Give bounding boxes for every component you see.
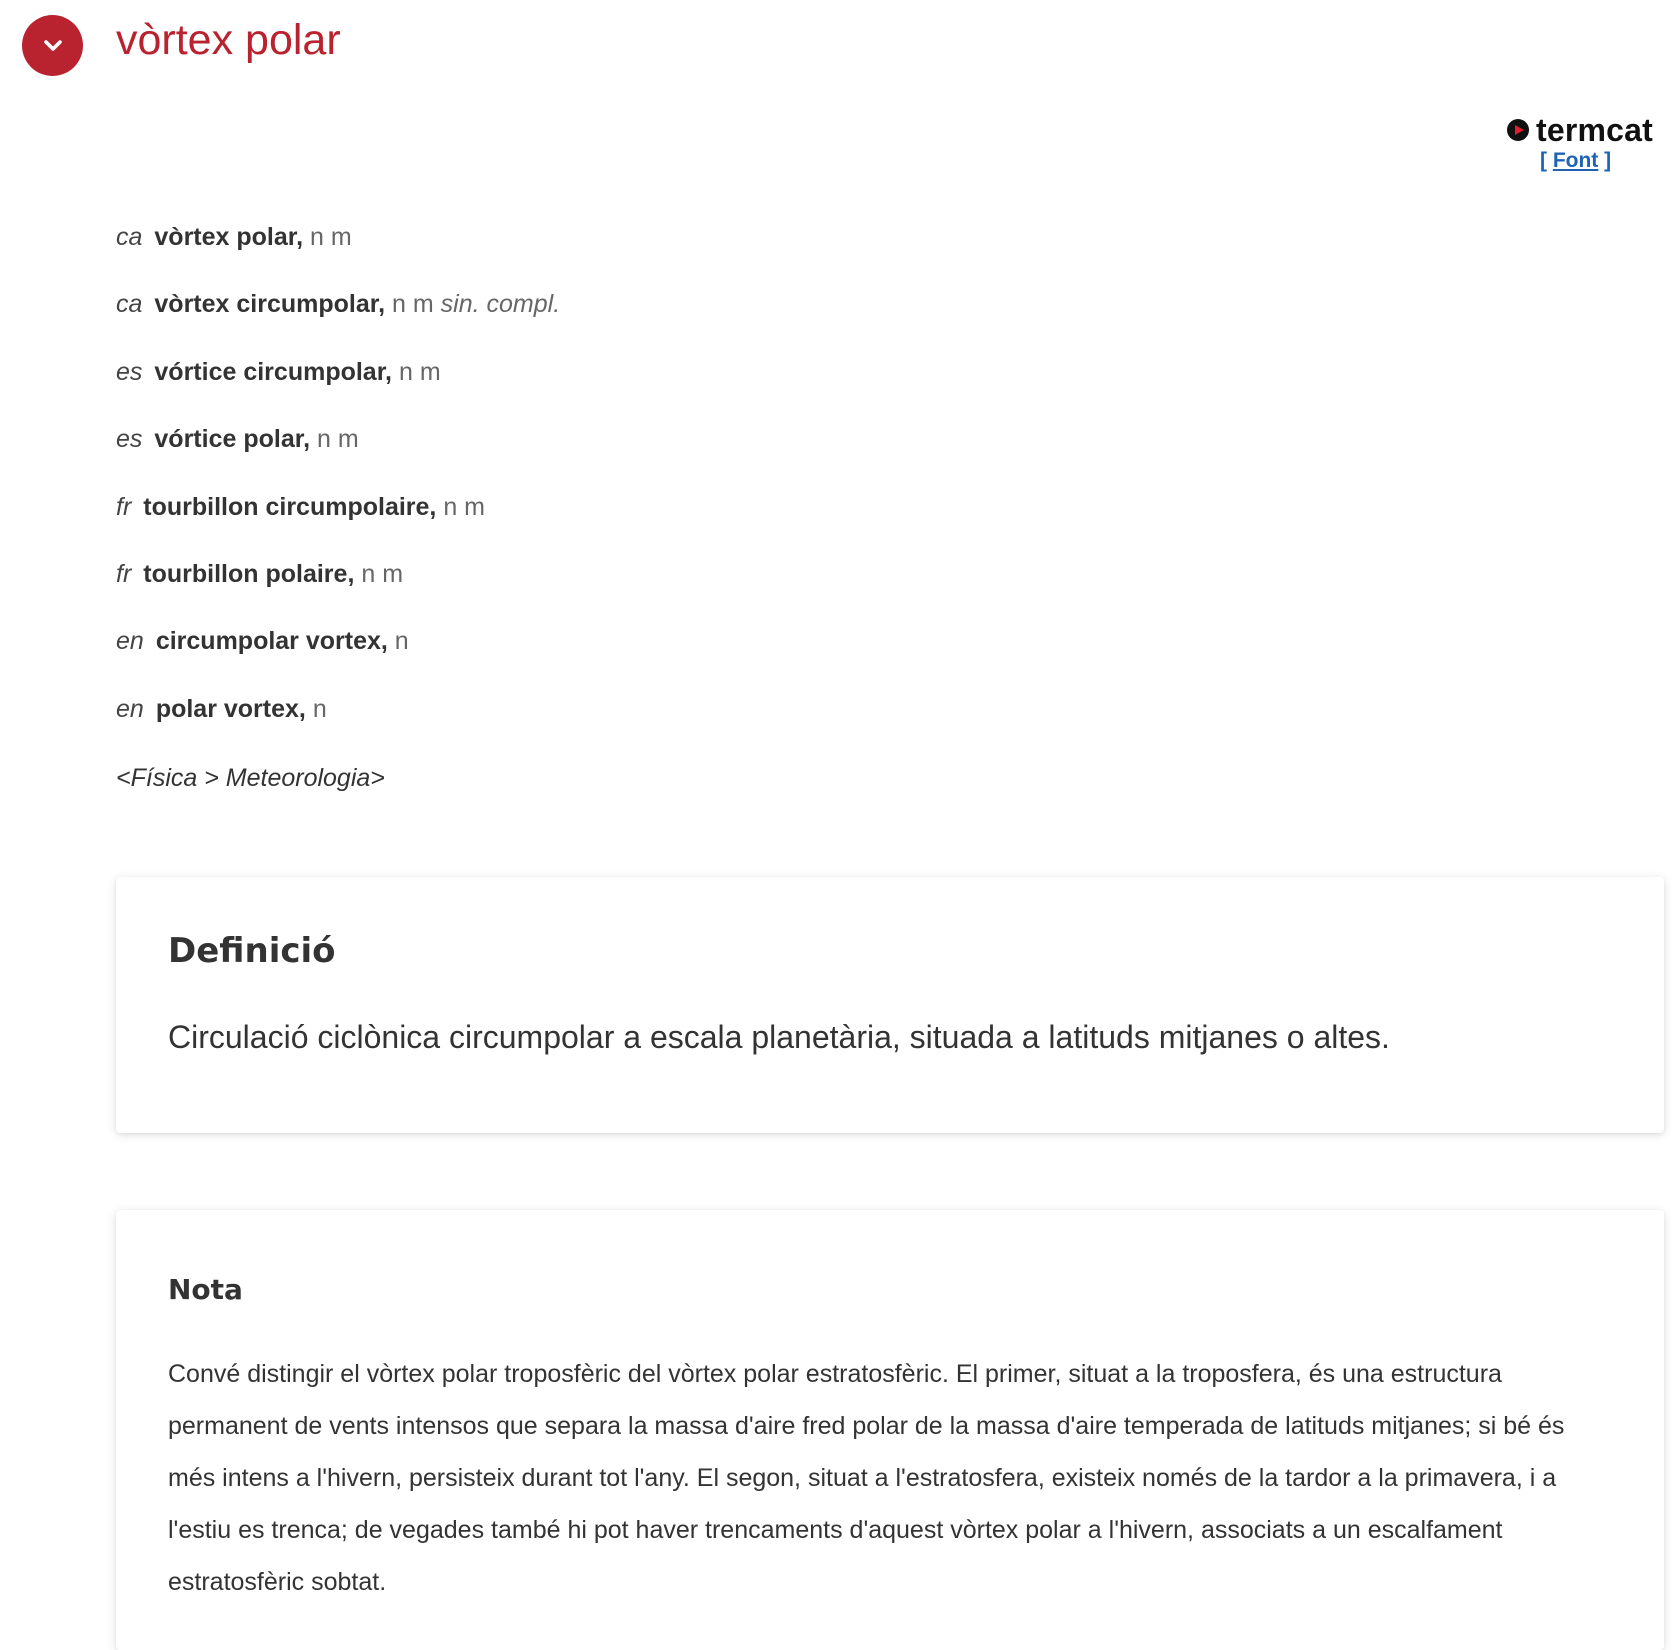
term-language: fr bbox=[116, 559, 132, 588]
source-link-open: [ bbox=[1540, 149, 1553, 172]
term-name: vórtice polar, bbox=[154, 425, 311, 454]
term-category: n m bbox=[443, 492, 486, 521]
term-language: es bbox=[116, 425, 143, 454]
definition-heading: Definició bbox=[168, 931, 336, 971]
note-card bbox=[116, 1210, 1664, 1650]
source-link-label: Font bbox=[1552, 149, 1599, 172]
term-name: vórtice circumpolar, bbox=[154, 357, 393, 386]
termcat-logo bbox=[1506, 112, 1653, 148]
term-name: tourbillon polaire, bbox=[143, 559, 355, 588]
term-category: n m bbox=[316, 425, 359, 454]
term-category: n bbox=[394, 627, 409, 656]
collapse-button[interactable] bbox=[22, 15, 83, 76]
term-category: n bbox=[312, 694, 327, 723]
source-link[interactable] bbox=[1540, 148, 1611, 174]
term-category: n m bbox=[392, 290, 434, 319]
note-text: Convé distingir el vòrtex polar troposfèric del vòrtex polar estratosfèric. El primer, situat a la troposfera, és una estructura permanent de vents intensos que separa la massa d'aire fred polar de la massa d'aire temperada de latituds mitjanes; si bé és més intens a l'hivern, persisteix durant tot l'any. El segon, situat a l'estratosfera, existeix només de la tardor a la primavera, i a l'estiu es trenca; de vegades també hi pot haver trencaments d'aquest vòrtex polar a l'hivern, associats a un escalfament estratosfèric sobtat. bbox=[168, 1360, 1565, 1596]
term-name: vòrtex polar, bbox=[154, 223, 304, 251]
term-list bbox=[116, 216, 560, 755]
term-row bbox=[116, 418, 560, 485]
term-language: fr bbox=[116, 492, 132, 521]
term-row bbox=[116, 486, 560, 553]
logo-text: termcat bbox=[1536, 112, 1654, 148]
term-language: ca bbox=[116, 223, 143, 251]
term-row bbox=[116, 351, 560, 418]
definition-text: Circulació ciclònica circumpolar a escala planetària, situada a latituds mitjanes o altes. bbox=[168, 1019, 1390, 1055]
source-link-close: ] bbox=[1598, 149, 1612, 172]
term-category: n m bbox=[398, 357, 441, 386]
source-attribution bbox=[1480, 108, 1666, 178]
chevron-down-icon bbox=[40, 33, 66, 59]
term-row bbox=[116, 620, 560, 687]
entry-title: vòrtex polar bbox=[116, 16, 341, 64]
term-category: n m bbox=[310, 223, 352, 251]
term-qualifier: sin. compl. bbox=[440, 290, 561, 319]
term-name: circumpolar vortex, bbox=[155, 627, 388, 656]
note-heading: Nota bbox=[168, 1273, 243, 1306]
term-language: es bbox=[116, 357, 143, 386]
term-row bbox=[116, 553, 560, 620]
definition-card bbox=[116, 877, 1664, 1133]
term-category: n m bbox=[361, 559, 404, 588]
term-language: en bbox=[116, 694, 144, 723]
subject-domain: <Física > Meteorologia> bbox=[116, 764, 385, 792]
term-name: vòrtex circumpolar, bbox=[154, 290, 386, 319]
termcat-logo-icon bbox=[1506, 118, 1530, 142]
term-row bbox=[116, 688, 560, 755]
term-row bbox=[116, 216, 560, 283]
term-name: polar vortex, bbox=[155, 694, 306, 723]
term-row bbox=[116, 283, 560, 350]
term-name: tourbillon circumpolaire, bbox=[143, 492, 437, 521]
term-language: en bbox=[116, 627, 144, 656]
term-language: ca bbox=[116, 290, 143, 319]
